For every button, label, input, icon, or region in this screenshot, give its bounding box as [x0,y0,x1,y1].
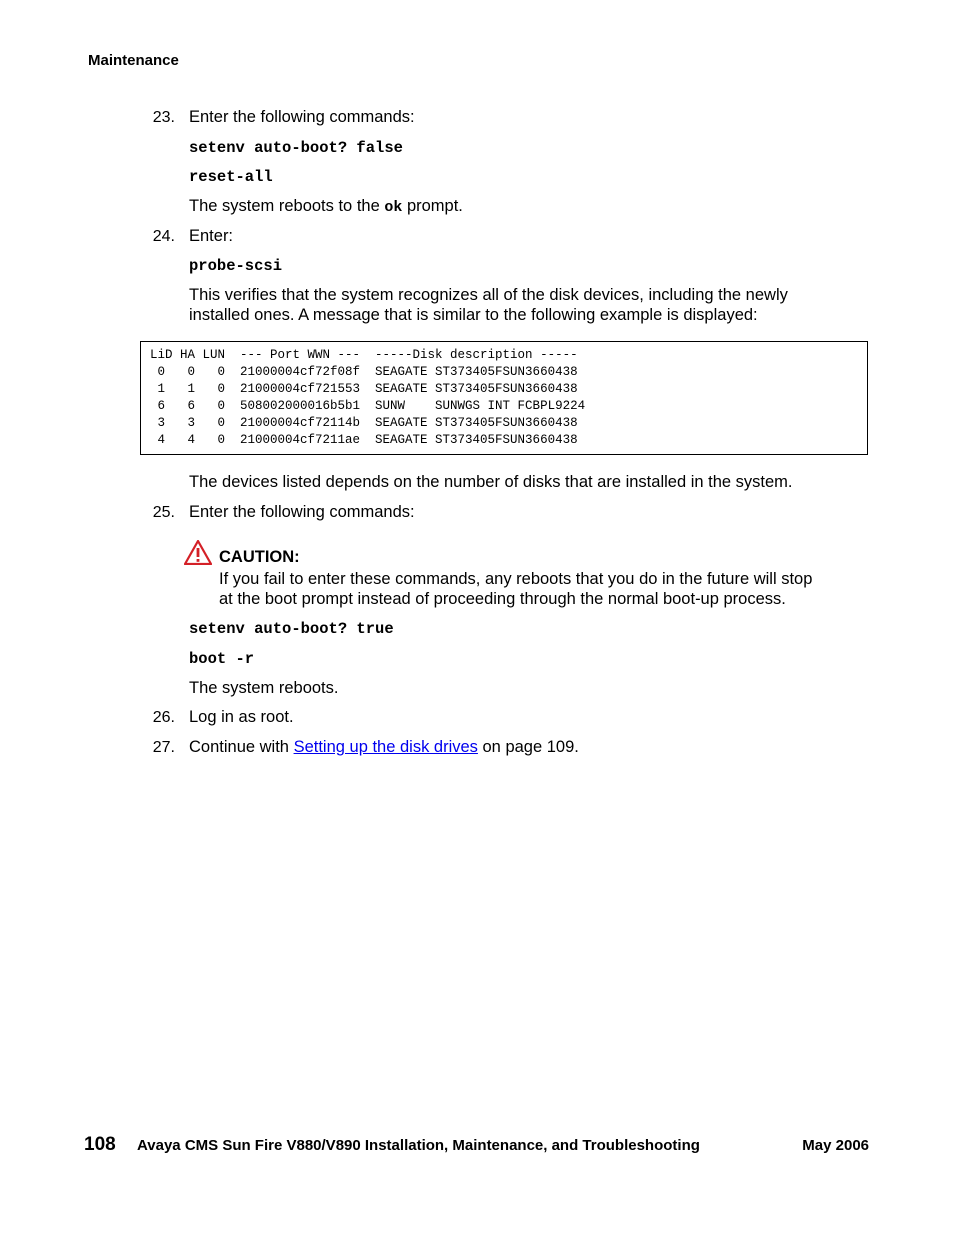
step-text [189,737,579,757]
text-segment: The system reboots to the [189,197,385,215]
paragraph-line: This verifies that the system recognizes all of the disk devices, including the newly [189,286,788,304]
step-text: Log in as root. [189,708,294,726]
running-header: Maintenance [88,52,179,69]
caution-title: CAUTION: [219,548,300,566]
output-line: 1 1 0 21000004cf721553 SEAGATE ST373405FSUN3660438 [150,382,578,396]
caution-text: If you fail to enter these commands, any reboots that you do in the future will stop [219,570,813,588]
caution-text: at the boot prompt instead of proceeding through the normal boot-up process. [219,590,786,608]
command-line: setenv auto-boot? true [189,620,394,638]
output-line: 3 3 0 21000004cf72114b SEAGATE ST373405FSUN3660438 [150,416,578,430]
command-line: setenv auto-boot? false [189,139,403,157]
footer-date: May 2006 [802,1137,869,1154]
step-number: 27. [152,739,175,756]
inline-code: ok [384,199,403,216]
text-segment: prompt. [402,197,463,215]
warning-triangle-icon [184,540,212,565]
command-output-box [140,341,868,455]
step-text: Enter the following commands: [189,503,415,521]
step-number: 23. [152,109,175,126]
paragraph-line: The system reboots. [189,679,339,697]
command-line: boot -r [189,650,255,668]
text-segment: on page 109. [477,738,579,756]
step-text: Enter the following commands: [189,108,415,126]
output-line: 6 6 0 508002000016b5b1 SUNW SUNWGS INT FCBPL9224 [150,399,586,413]
paragraph-line: installed ones. A message that is similar to the following example is displayed: [189,306,758,324]
output-line: 4 4 0 21000004cf7211ae SEAGATE ST373405FSUN3660438 [150,433,578,447]
link-setting-up-disk-drives[interactable]: Setting up the disk drives [293,738,478,756]
step-number: 25. [152,504,175,521]
step-number: 24. [152,228,175,245]
paragraph-line: The devices listed depends on the number of disks that are installed in the system. [189,473,793,491]
step-text: Enter: [189,227,234,245]
step-number: 26. [152,709,175,726]
command-line: reset-all [189,168,273,186]
footer-title: Avaya CMS Sun Fire V880/V890 Installation, Maintenance, and Troubleshooting [137,1137,700,1154]
command-line: probe-scsi [189,257,283,275]
output-line: 0 0 0 21000004cf72f08f SEAGATE ST373405FSUN3660438 [150,365,578,379]
page-number: 108 [84,1134,116,1155]
paragraph-reboot-ok [189,196,463,218]
output-line: LiD HA LUN --- Port WWN --- -----Disk description ----- [150,348,578,362]
text-segment: Continue with [189,738,294,756]
